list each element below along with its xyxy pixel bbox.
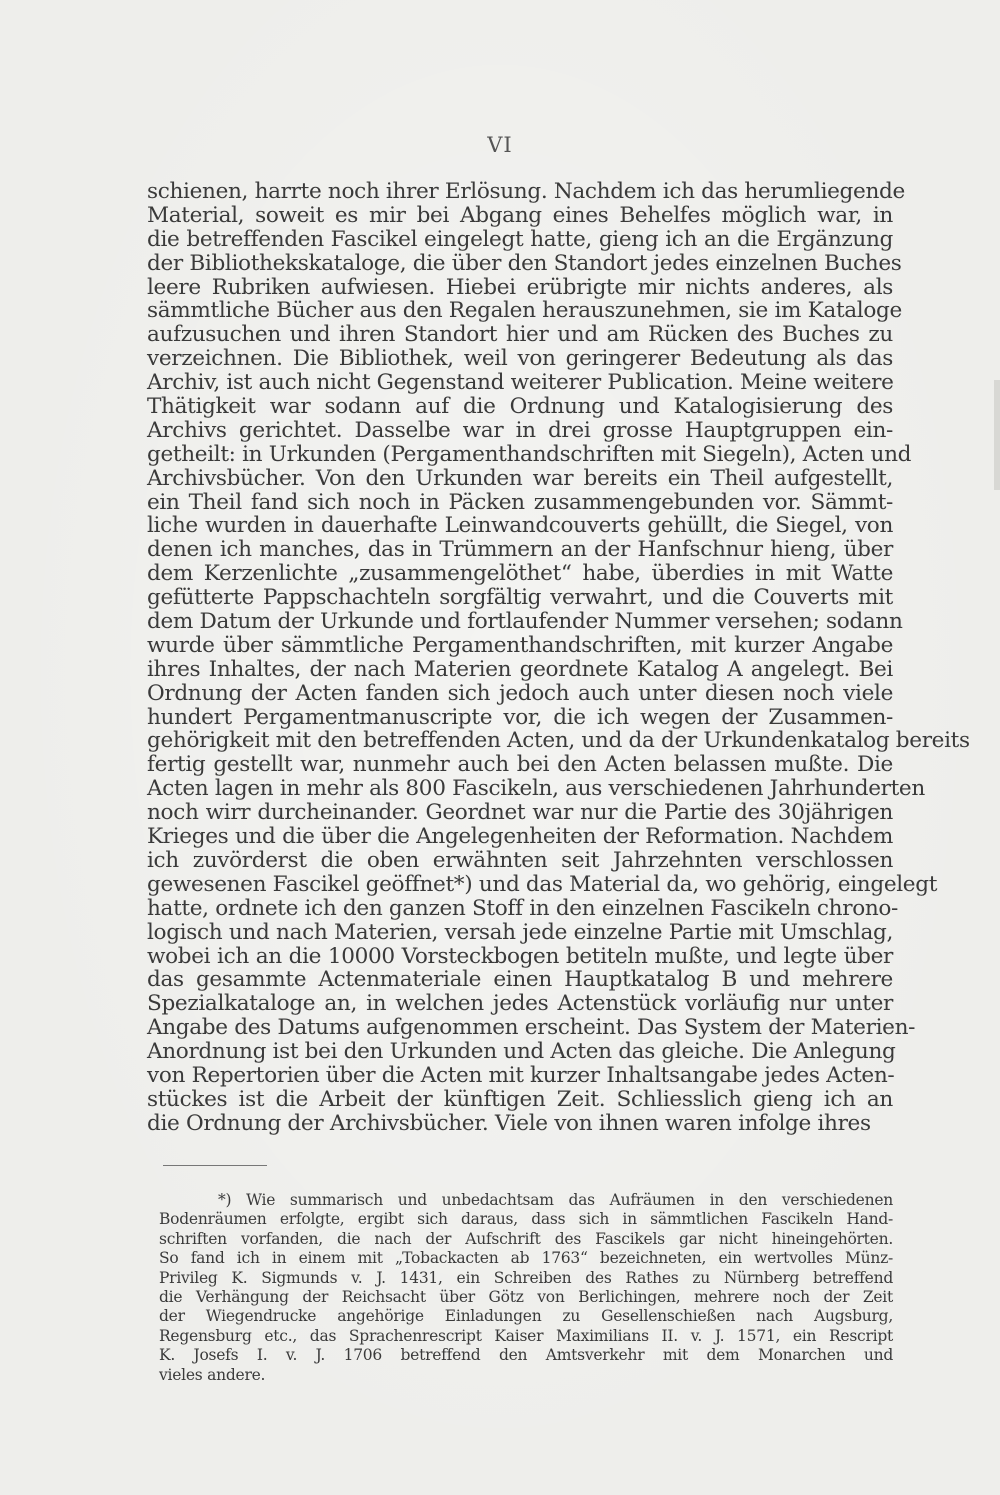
body-line: Material, soweit es mir bei Abgang eines Behelfes möglich war, in	[147, 202, 893, 228]
footnote-line: Regensburg etc., das Sprachenrescript Kaiser Maximilians II. v. J. 1571, ein Rescript	[159, 1326, 893, 1345]
body-line: von Repertorien über die Acten mit kurzer Inhaltsangabe jedes Acten-	[147, 1062, 895, 1088]
body-line: Spezialkataloge an, in welchen jedes Actenstück vorläufig nur unter	[147, 991, 893, 1017]
body-line: Thätigkeit war sodann auf die Ordnung und Katalogisierung des	[147, 394, 893, 420]
body-line: denen ich manches, das in Trümmern an der Hanfschnur hieng, über	[147, 537, 893, 563]
body-line: Angabe des Datums aufgenommen erscheint. Das System der Materien-	[147, 1015, 916, 1041]
footnote	[159, 1191, 893, 1385]
footnote-line: schriften vorfanden, die nach der Aufschrift des Fascikels gar nicht hineingehörten.	[159, 1229, 893, 1248]
footnote-line: *) Wie summarisch und unbedachtsam das Aufräumen in den verschiedenen	[218, 1191, 893, 1209]
body-line: Archivsbücher. Von den Urkunden war bereits ein Theil aufgestellt,	[147, 465, 893, 491]
body-line: dem Datum der Urkunde und fortlaufender Nummer versehen; sodann	[147, 609, 903, 635]
body-line: ein Theil fand sich noch in Päcken zusammengebunden vor. Sämmt-	[147, 489, 893, 515]
body-line: wobei ich an die 10000 Vorsteckbogen betiteln mußte, und legte über	[147, 943, 893, 969]
body-line: fertig gestellt war, nunmehr auch bei den Acten belassen mußte. Die	[147, 752, 893, 778]
body-line: die betreffenden Fascikel eingelegt hatte, gieng ich an die Ergänzung	[147, 226, 893, 252]
body-line: gewesenen Fascikel geöffnet*) und das Material da, wo gehörig, eingelegt	[147, 871, 938, 897]
body-line: Krieges und die über die Angelegenheiten der Reformation. Nachdem	[147, 824, 893, 850]
body-line: dem Kerzenlichte „zusammengelöthet“ habe, überdies in mit Watte	[147, 561, 893, 587]
body-line: aufzusuchen und ihren Standort hier und am Rücken des Buches zu	[147, 322, 893, 348]
body-line: der Bibliothekskataloge, die über den Standort jedes einzelnen Buches	[147, 250, 902, 276]
body-line: noch wirr durcheinander. Geordnet war nur die Partie des 30jährigen	[147, 800, 893, 826]
body-line: leere Rubriken aufwiesen. Hiebei erübrigte mir nichts anderes, als	[147, 274, 893, 300]
body-line: hundert Pergamentmanuscripte vor, die ich wegen der Zusammen-	[147, 704, 893, 730]
body-line: Acten lagen in mehr als 800 Fascikeln, aus verschiedenen Jahrhunderten	[147, 776, 925, 802]
body-line: Archiv, ist auch nicht Gegenstand weiterer Publication. Meine weitere	[147, 370, 894, 396]
footnote-line: die Verhängung der Reichsacht über Götz von Berlichingen, mehrere noch der Zeit	[159, 1287, 893, 1306]
body-line: gefütterte Pappschachteln sorgfältig verwahrt, und die Couverts mit	[147, 585, 893, 611]
footnote-line: K. Josefs I. v. J. 1706 betreffend den Amtsverkehr mit dem Monarchen und	[159, 1346, 893, 1365]
page-edge-shadow	[994, 380, 1000, 490]
body-text	[147, 179, 970, 1136]
footnote-line: vieles andere.	[159, 1365, 266, 1384]
body-line: ihres Inhaltes, der nach Materien geordnete Katalog A angelegt. Bei	[147, 656, 893, 682]
body-line: sämmtliche Bücher aus den Regalen herauszunehmen, sie im Kataloge	[147, 298, 902, 324]
body-line: getheilt: in Urkunden (Pergamenthandschriften mit Siegeln), Acten und	[147, 441, 912, 467]
body-line: liche wurden in dauerhafte Leinwandcouverts gehüllt, die Siegel, von	[147, 513, 893, 539]
body-line: stückes ist die Arbeit der künftigen Zeit. Schliesslich gieng ich an	[147, 1086, 893, 1112]
body-line: gehörigkeit mit den betreffenden Acten, und da der Urkundenkatalog bereits	[147, 728, 970, 754]
footnote-line: Bodenräumen erfolgte, ergibt sich daraus, dass sich in sämmtlichen Fascikeln Hand-	[159, 1210, 893, 1229]
body-line: die Ordnung der Archivsbücher. Viele von ihnen waren infolge ihres	[147, 1110, 871, 1136]
footnote-line: So fand ich in einem mit „Tobackacten ab 1763“ bezeichneten, ein wertvolles Münz-	[159, 1249, 893, 1268]
footnote-line: Privileg K. Sigmunds v. J. 1431, ein Schreiben des Rathes zu Nürnberg betreffend	[159, 1268, 893, 1287]
body-line: schienen, harrte noch ihrer Erlösung. Nachdem ich das herumliegende	[147, 179, 905, 204]
footnote-separator	[163, 1165, 267, 1166]
body-line: Ordnung der Acten fanden sich jedoch auch unter diesen noch viele	[147, 680, 893, 706]
body-line: ich zuvörderst die oben erwähnten seit Jahrzehnten verschlossen	[147, 847, 893, 873]
footnote-line: der Wiegendrucke angehörige Einladungen zu Gesellenschießen nach Augsburg,	[159, 1307, 893, 1326]
page-number: VI	[487, 133, 513, 157]
body-line: hatte, ordnete ich den ganzen Stoff in den einzelnen Fascikeln chrono-	[147, 895, 898, 921]
body-line: Archivs gerichtet. Dasselbe war in drei grosse Hauptgruppen ein-	[147, 417, 893, 443]
body-line: verzeichnen. Die Bibliothek, weil von geringerer Bedeutung als das	[147, 346, 893, 372]
body-line: logisch und nach Materien, versah jede einzelne Partie mit Umschlag,	[147, 919, 893, 945]
body-line: wurde über sämmtliche Pergamenthandschriften, mit kurzer Angabe	[147, 632, 893, 658]
body-line: das gesammte Actenmateriale einen Hauptkatalog B und mehrere	[147, 967, 893, 993]
body-line: Anordnung ist bei den Urkunden und Acten das gleiche. Die Anlegung	[147, 1039, 896, 1065]
